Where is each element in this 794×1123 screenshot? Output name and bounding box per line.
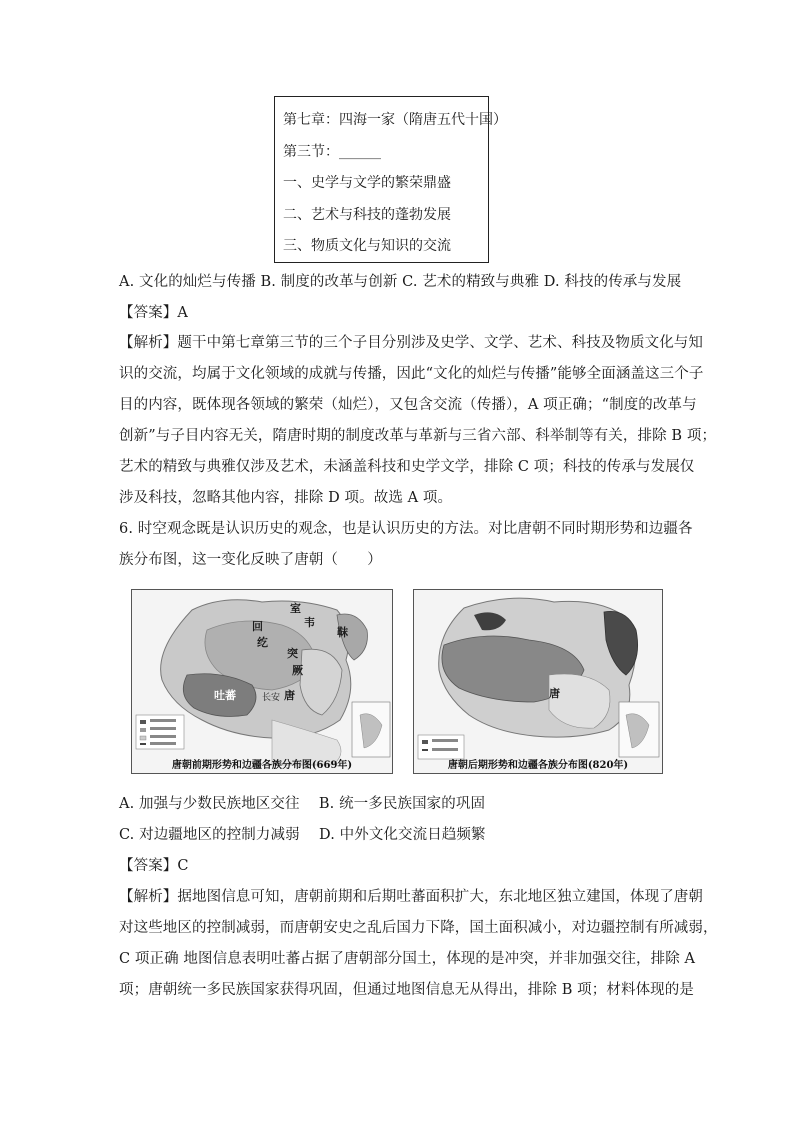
q5-analysis-line: 目的内容，既体现各领域的繁荣（灿烂），又包含交流（传播），A 项正确；“制度的改革与 — [119, 397, 697, 413]
tang-late-map-drawing — [414, 590, 662, 773]
map-label: 吐蕃 — [214, 689, 236, 702]
q6-analysis-line: 项；唐朝统一多民族国家获得巩固，但通过地图信息无从得出，排除 B 项；材料体现的是 — [119, 982, 694, 998]
map-label: 唐 — [549, 687, 560, 700]
tang-late-map — [413, 589, 663, 774]
q5-answer: 【答案】A — [119, 305, 188, 321]
map-label: 唐 — [284, 689, 295, 702]
q6-options-row-2: C. 对边疆地区的控制力减弱 D. 中外文化交流日趋频繁 — [119, 827, 486, 843]
outline-item-1: 一、史学与文学的繁荣鼎盛 — [283, 175, 451, 191]
q6-analysis-line: 【解析】据地图信息可知，唐朝前期和后期吐蕃面积扩大，东北地区独立建国，体现了唐朝 — [119, 889, 703, 905]
q6-analysis-line: C 项正确 地图信息表明吐蕃占据了唐朝部分国土，体现的是冲突，并非加强交往，排除 A — [119, 951, 696, 967]
q6-stem-line: 6. 时空观念既是认识历史的观念，也是认识历史的方法。对比唐朝不同时期形势和边疆各 — [119, 521, 693, 537]
map-label: 纥 — [257, 636, 268, 649]
outline-item-2: 二、艺术与科技的蓬勃发展 — [283, 206, 451, 223]
map-label: 突 — [287, 647, 298, 660]
outline-item-3: 三、物质文化与知识的交流 — [283, 238, 451, 254]
chapter-outline-box — [274, 96, 507, 263]
q5-analysis-line: 涉及科技，忽略其他内容，排除 D 项。故选 A 项。 — [119, 490, 453, 506]
q5-options: A. 文化的灿烂与传播 B. 制度的改革与创新 C. 艺术的精致与典雅 D. 科技的传承与发展 — [119, 274, 682, 290]
map-right-caption: 唐朝后期形势和边疆各族分布图(820年) — [447, 760, 629, 771]
outline-chapter: 第七章：四海一家（隋唐五代十国） — [283, 112, 507, 128]
map-label: 长安 — [262, 693, 281, 703]
map-label: 回 — [252, 620, 263, 633]
map-left-caption: 唐朝前期形势和边疆各族分布图(669年) — [171, 760, 353, 771]
tang-early-map — [131, 589, 393, 774]
q5-analysis-line: 【解析】题干中第七章第三节的三个子目分别涉及史学、文学、艺术、科技及物质文化与知 — [119, 335, 703, 351]
map-label: 室 — [290, 602, 301, 615]
q6-answer: 【答案】C — [119, 858, 189, 874]
outline-section: 第三节：______ — [283, 143, 381, 160]
map-label: 韦 — [304, 616, 315, 629]
q6-stem-line: 族分布图，这一变化反映了唐朝（ ） — [119, 552, 382, 568]
q5-analysis-line: 艺术的精致与典雅仅涉及艺术，未涵盖科技和史学文学，排除 C 项；科技的传承与发展仅 — [119, 459, 695, 475]
q6-options-row-1: A. 加强与少数民族地区交往 B. 统一多民族国家的巩固 — [119, 796, 486, 812]
q5-analysis-line: 识的交流，均属于文化领域的成就与传播，因此“文化的灿烂与传播”能够全面涵盖这三个子 — [119, 366, 704, 382]
q6-analysis-line: 对这些地区的控制减弱，而唐朝安史之乱后国力下降，国土面积减小，对边疆控制有所减弱， — [119, 920, 718, 936]
map-label: 靺 — [337, 626, 348, 639]
q5-analysis-line: 创新”与子目内容无关，隋唐时期的制度改革与革新与三省六部、科举制等有关，排除 B 项； — [119, 428, 717, 444]
map-label: 厥 — [292, 664, 303, 677]
